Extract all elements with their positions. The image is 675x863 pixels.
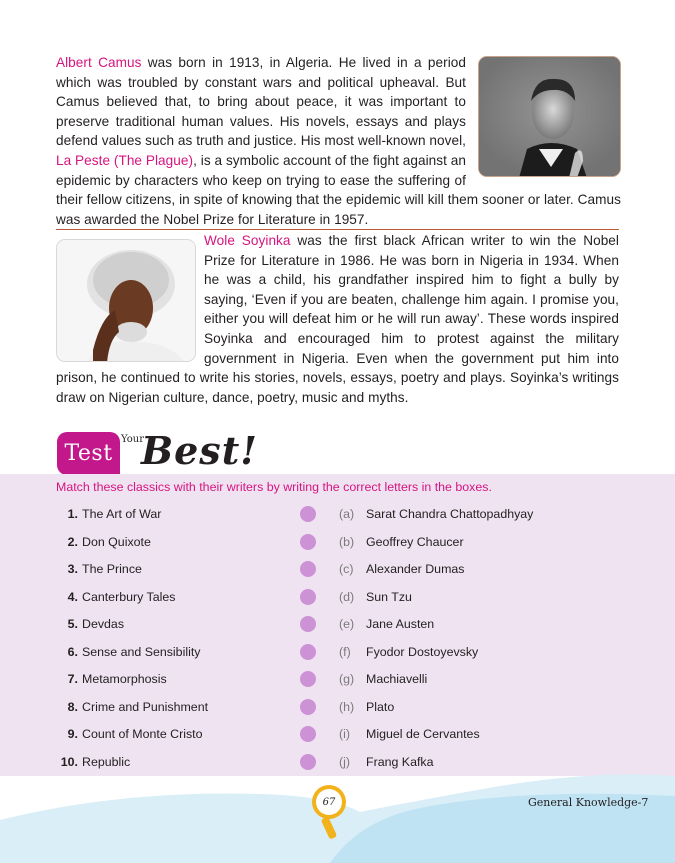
row-number: 10. <box>60 755 78 769</box>
soyinka-name: Wole Soyinka <box>204 233 291 248</box>
book-title: Canterbury Tales <box>82 590 176 604</box>
book-title: Don Quixote <box>82 535 151 549</box>
soyinka-photo <box>56 239 196 362</box>
answer-box[interactable] <box>300 589 316 605</box>
option-letter: (j) <box>339 755 351 769</box>
option-letter: (c) <box>339 562 354 576</box>
answer-box[interactable] <box>300 699 316 715</box>
answer-box[interactable] <box>300 561 316 577</box>
match-row <box>0 614 675 636</box>
writer-name: Sarat Chandra Chattopadhyay <box>366 507 534 521</box>
match-row <box>0 532 675 554</box>
section-divider <box>56 229 619 230</box>
book-title: Devdas <box>82 617 125 631</box>
answer-box[interactable] <box>300 644 316 660</box>
option-letter: (e) <box>339 617 355 631</box>
book-title: Republic <box>82 755 131 769</box>
answer-box[interactable] <box>300 534 316 550</box>
option-letter: (f) <box>339 645 351 659</box>
option-letter: (d) <box>339 590 355 604</box>
page-number: 67 <box>316 789 342 815</box>
book-title: Crime and Punishment <box>82 700 209 714</box>
writer-name: Geoffrey Chaucer <box>366 535 464 549</box>
match-row <box>0 559 675 581</box>
test-badge: Test <box>57 432 120 475</box>
best-label: Best! <box>141 428 258 473</box>
row-number: 7. <box>67 672 78 686</box>
book-title: The Art of War <box>82 507 162 521</box>
book-title: Count of Monte Cristo <box>82 727 203 741</box>
writer-name: Plato <box>366 700 395 714</box>
row-number: 1. <box>67 507 78 521</box>
row-number: 3. <box>67 562 78 576</box>
camus-text-a: was born in 1913, in Algeria. He lived in a period which was troubled by constant wars and political upheaval. But Camus believed that, to bring about peace, it was important to preserve traditional human values. His novels, essays and plays defend values such as truth and justice. His most well-known novel, <box>56 55 466 149</box>
footer-title: General Knowledge-7 <box>528 796 649 809</box>
writer-name: Fyodor Dostoyevsky <box>366 645 479 659</box>
exercise-instruction: Match these classics with their writers by writing the correct letters in the boxes. <box>56 480 492 494</box>
writer-name: Miguel de Cervantes <box>366 727 480 741</box>
answer-box[interactable] <box>300 671 316 687</box>
writer-name: Machiavelli <box>366 672 428 686</box>
answer-box[interactable] <box>300 506 316 522</box>
camus-paragraph <box>56 53 621 229</box>
option-letter: (b) <box>339 535 355 549</box>
match-row <box>0 697 675 719</box>
match-row <box>0 724 675 746</box>
camus-text-b: , is a symbolic account of the fight against an epidemic by characters who keep on trying to ease the suffering of their fellow citizens, in spite of knowing that the epidemic will kill them sooner or later. Camus was awarded the Nobel Prize for Literature in 1957. <box>56 152 621 227</box>
match-row <box>0 504 675 526</box>
writer-name: Jane Austen <box>366 617 435 631</box>
match-row <box>0 642 675 664</box>
soyinka-text: was the first black African writer to win the Nobel Prize for Literature in 1986. He was born in Nigeria in 1934. When he was a child, his grandfather inspired him to fight a bully by saying, ‘Even if you are beaten, challenge him again. I promise you, either you will defeat him or he will run away’. These words inspired Soyinka and encouraged him to protest against the military government in Nigeria. Even when the government put him into prison, he continued to write his stories, novels, essays, poetry and plays. Soyinka’s writings draw on Nigerian culture, dance, poetry, music and myths. <box>56 233 619 405</box>
your-label: Your <box>121 434 144 445</box>
soyinka-paragraph <box>56 231 619 407</box>
page-number-badge <box>312 785 346 819</box>
writer-name: Frang Kafka <box>366 755 434 769</box>
answer-box[interactable] <box>300 616 316 632</box>
camus-name: Albert Camus <box>56 55 142 70</box>
match-row <box>0 587 675 609</box>
match-row <box>0 669 675 691</box>
row-number: 9. <box>67 727 78 741</box>
book-title: Metamorphosis <box>82 672 167 686</box>
option-letter: (g) <box>339 672 355 686</box>
option-letter: (h) <box>339 700 355 714</box>
answer-box[interactable] <box>300 726 316 742</box>
soyinka-photo-wrap <box>56 239 196 362</box>
writer-name: Alexander Dumas <box>366 562 465 576</box>
row-number: 2. <box>67 535 78 549</box>
camus-photo <box>478 56 621 177</box>
option-letter: (a) <box>339 507 355 521</box>
camus-book: La Peste (The Plague) <box>56 152 194 168</box>
row-number: 4. <box>67 590 78 604</box>
row-number: 6. <box>67 645 78 659</box>
row-number: 5. <box>67 617 78 631</box>
row-number: 8. <box>67 700 78 714</box>
camus-photo-wrap <box>478 56 621 177</box>
book-title: Sense and Sensibility <box>82 645 201 659</box>
option-letter: (i) <box>339 727 351 741</box>
writer-name: Sun Tzu <box>366 590 412 604</box>
book-title: The Prince <box>82 562 142 576</box>
